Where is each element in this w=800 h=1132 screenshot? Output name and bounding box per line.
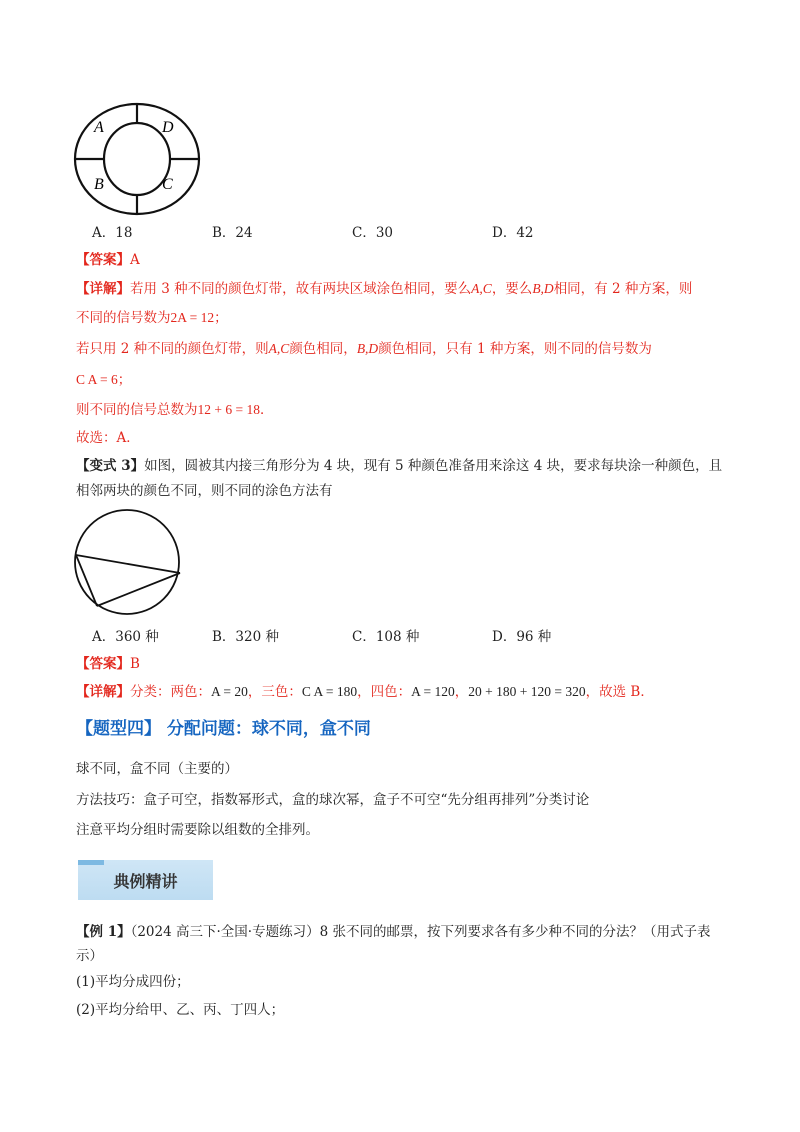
answer-label: 【答案】 — [76, 252, 130, 268]
region-a-label: A — [94, 119, 104, 136]
example1-line-1 — [76, 922, 710, 942]
detail-text: ； — [117, 372, 132, 388]
detail-text: 若只用 2 种不同的颜色灯带，则 — [76, 341, 269, 357]
variant3-line-2: 相邻两块的颜色不同，则不同的涂色方法有 — [76, 483, 333, 499]
detail-text: 若用 3 种不同的颜色灯带，故有两块区域涂色相同，要么 — [130, 281, 472, 297]
math-sum: 12 + 6 = 18 — [197, 402, 260, 417]
section-line-2: 方法技巧：盒子可空，指数幂形式，盒的球次幂，盒子不可空“先分组再排列”分类讨论 — [76, 792, 590, 808]
example1-item-2: (2)平均分给甲、乙、丙、丁四人； — [76, 1002, 285, 1018]
q2-option-b: B．320 种 — [212, 629, 279, 645]
answer-value: A — [130, 252, 140, 268]
example1-line-2: 示） — [76, 948, 103, 964]
circle-triangle-figure — [70, 507, 184, 617]
detail-text: ，故选 B． — [585, 684, 654, 700]
q2-detail — [76, 682, 654, 702]
answer-value: B — [130, 656, 140, 672]
q2-option-d: D．96 种 — [492, 629, 552, 645]
detail-label: 【详解】 — [76, 281, 130, 297]
detail-text: 不同的信号数为 — [76, 310, 171, 326]
q1-detail-line-5 — [76, 400, 273, 420]
q2-answer — [76, 654, 140, 674]
detail-text: ． — [259, 402, 274, 418]
ring-figure — [72, 102, 202, 216]
q2-option-c: C．108 种 — [352, 629, 420, 645]
math-ac: A,C — [471, 281, 492, 296]
variant3-line-1 — [76, 456, 722, 476]
q1-detail-line-6: 故选：A． — [76, 430, 140, 446]
example1-label: 【例 1】 — [76, 924, 131, 940]
region-d-label: D — [162, 119, 174, 136]
math-bd: B,D — [356, 341, 379, 356]
math-bd: B,D — [532, 281, 554, 296]
region-c-label: C — [162, 176, 173, 193]
q1-option-c: C．30 — [352, 225, 394, 241]
region-b-label: B — [94, 176, 104, 193]
tag-label: 典例精讲 — [113, 872, 178, 891]
q1-detail-line-2 — [76, 308, 228, 328]
q1-answer — [76, 250, 140, 270]
math-c53a33: C A = 180 — [301, 684, 358, 699]
math-ac: A,C — [268, 341, 290, 356]
detail-text: 颜色相同，只有 1 种方案，则不同的信号数为 — [378, 341, 652, 357]
detail-text: 分类：两色： — [130, 684, 211, 700]
section-heading: 【题型四】 分配问题：球不同，盒不同 — [76, 719, 371, 739]
section-line-3: 注意平均分组时需要除以组数的全排列。 — [76, 822, 319, 838]
math-a52: A = 20 — [211, 684, 248, 699]
math-a54: A = 120 — [411, 684, 455, 699]
q2-option-a: A．360 种 — [92, 629, 159, 645]
q1-option-b: B．24 — [212, 225, 253, 241]
detail-text: 颜色相同， — [289, 341, 357, 357]
tag-strip — [78, 860, 104, 865]
detail-text: ， — [454, 684, 469, 700]
q1-detail-line-3 — [76, 339, 652, 359]
detail-text: ，三色： — [247, 684, 302, 700]
detail-label: 【详解】 — [76, 684, 130, 700]
detail-text: ，四色： — [357, 684, 412, 700]
q1-option-a: A．18 — [92, 225, 133, 241]
detail-text: 相同，有 2 种方案，则 — [553, 281, 693, 297]
q1-detail-line-4 — [76, 370, 131, 390]
detail-text: 则不同的信号总数为 — [76, 402, 198, 418]
math-c32a22: C A = 6 — [76, 372, 118, 387]
detail-text: ，要么 — [491, 281, 533, 297]
math-2a33: 2A = 12 — [170, 310, 215, 325]
detail-text: ； — [214, 310, 228, 326]
answer-label: 【答案】 — [76, 656, 130, 672]
q1-detail-line-1 — [76, 279, 692, 299]
example-tag — [78, 860, 213, 900]
example1-text: （2024 高三下·全国·专题练习）8 张不同的邮票，按下列要求各有多少种不同的分法？（用式子表 — [130, 924, 711, 940]
example1-item-1: (1)平均分成四份； — [76, 974, 190, 990]
q1-option-d: D．42 — [492, 225, 534, 241]
variant3-text: 如图，圆被其内接三角形分为 4 块，现有 5 种颜色准备用来涂这 4 块，要求每块涂一种颜色，且 — [144, 458, 723, 474]
math-total: 20 + 180 + 120 = 320 — [468, 684, 586, 699]
section-line-1: 球不同，盒不同（主要的） — [76, 761, 238, 777]
variant3-label: 【变式 3】 — [76, 458, 145, 474]
